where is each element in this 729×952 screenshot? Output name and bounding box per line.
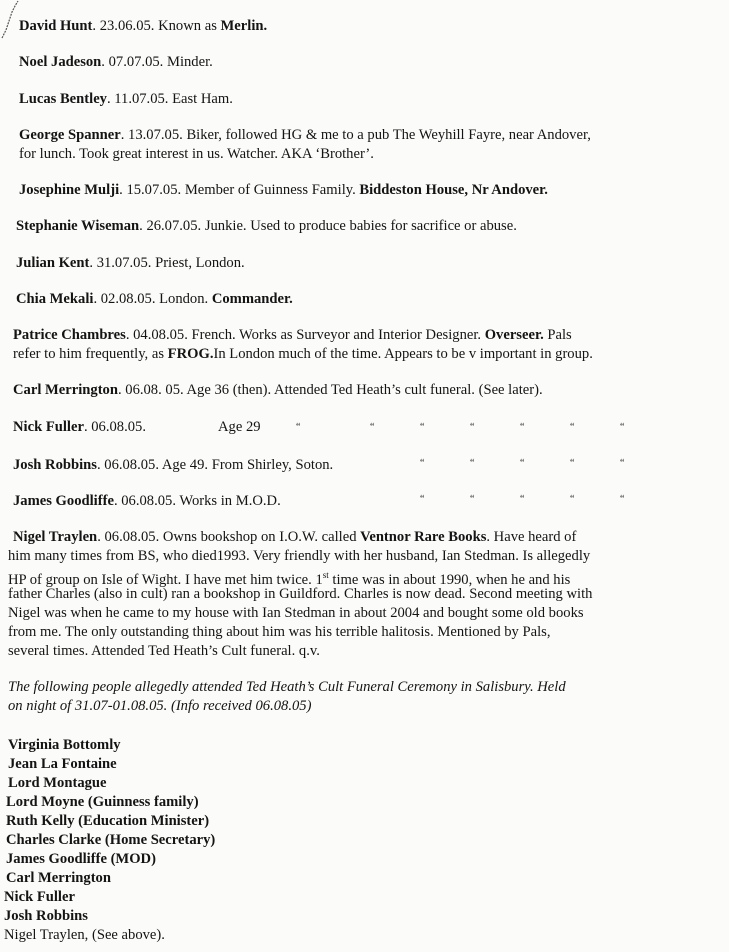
entry-name: James Goodliffe <box>13 493 114 509</box>
attendee-1: Virginia Bottomly <box>8 737 121 753</box>
entry-name: David Hunt <box>19 18 93 34</box>
entry-julian-kent: Julian Kent. 31.07.05. Priest, London. <box>16 255 245 271</box>
entry-note-tail: Pals <box>543 327 572 343</box>
entry-noel-jadeson: Noel Jadeson. 07.07.05. Minder. <box>19 54 213 70</box>
entry-name: Noel Jadeson <box>19 54 102 70</box>
frog-label: FROG. <box>167 346 214 362</box>
line-text: In London much of the time. Appears to be v important in group. <box>213 346 593 362</box>
entry-nigel-traylen: Nigel Traylen. 06.08.05. Owns bookshop on I.O.W. called Ventnor Rare Books. Have heard of <box>13 529 577 545</box>
entry-patrice-chambres-line2 <box>13 345 593 364</box>
shop-name: Ventnor Rare Books <box>360 529 487 545</box>
superscript: st <box>322 570 329 580</box>
ditto-mark: “ <box>420 422 425 433</box>
entry-name: Nick Fuller <box>13 419 84 435</box>
entry-note-bold: Commander. <box>211 291 293 307</box>
entry-date: 11.07.05. <box>114 91 169 107</box>
entry-note: Age 36 (then). Attended Ted Heath’s cult funeral. (See later). <box>186 382 543 398</box>
entry-note: Junkie. Used to produce babies for sacrifice or abuse. <box>204 218 517 234</box>
entry-date: 02.08.05. <box>100 291 156 307</box>
line-text: refer to him frequently, as <box>13 346 168 362</box>
ditto-mark: “ <box>370 422 375 433</box>
entry-note: Owns bookshop on I.O.W. called <box>162 529 361 545</box>
entry-name: Carl Merrington <box>13 382 118 398</box>
ditto-mark: “ <box>520 494 525 505</box>
ditto-mark: “ <box>520 422 525 433</box>
entry-note: Known as <box>158 18 221 34</box>
entry-note: Works in M.O.D. <box>179 493 281 509</box>
attendee-5: Ruth Kelly (Education Minister) <box>6 813 210 829</box>
attendee-8: Carl Merrington <box>6 870 111 886</box>
corner-scan-mark <box>0 0 20 40</box>
attendee-4: Lord Moyne (Guinness family) <box>6 794 199 810</box>
entry-george-spanner: George Spanner. 13.07.05. Biker, followed HG & me to a pub The Weyhill Fayre, near Andover, <box>19 127 591 143</box>
funeral-note-line2: on night of 31.07-01.08.05. (Info received 06.08.05) <box>8 698 312 714</box>
entry-note: French. Works as Surveyor and Interior Designer. <box>191 327 485 343</box>
entry-note: East Ham. <box>172 91 233 107</box>
entry-name: Nigel Traylen <box>13 529 98 545</box>
nigel-line-5: Nigel was when he came to my house with Ian Stedman in about 2004 and bought some old books <box>8 605 584 621</box>
entry-date: 06.08. 05. <box>125 382 184 398</box>
attendee-10: Josh Robbins <box>4 908 88 924</box>
entry-note-tail: . Have heard of <box>486 529 577 545</box>
ditto-mark: “ <box>420 494 425 505</box>
entry-date: 06.08.05. <box>104 529 160 545</box>
ditto-mark: “ <box>620 422 625 433</box>
entry-carl-merrington: Carl Merrington. 06.08. 05. Age 36 (then). Attended Ted Heath’s cult funeral. (See later). <box>13 382 543 398</box>
entry-name: Julian Kent <box>16 255 90 271</box>
entry-date: 31.07.05. <box>96 255 152 271</box>
entry-note: Biker, followed HG & me to a pub The Weyhill Fayre, near Andover, <box>186 127 591 143</box>
nigel-line-4: father Charles (also in cult) ran a bookshop in Guildford. Charles is now dead. Second meeting with <box>8 586 593 602</box>
entry-name: George Spanner <box>19 127 121 143</box>
nigel-line-7: several times. Attended Ted Heath’s Cult funeral. q.v. <box>8 643 320 659</box>
entry-date: 06.08.05. <box>104 457 159 473</box>
entry-date: 06.08.05. <box>91 419 146 435</box>
entry-name: Stephanie Wiseman <box>16 218 140 234</box>
entry-david-hunt: David Hunt. 23.06.05. Known as Merlin. <box>19 18 268 34</box>
nigel-line-2: him many times from BS, who died1993. Very friendly with her husband, Ian Stedman. Is allegedly <box>8 548 591 564</box>
entry-james-goodliffe: James Goodliffe. 06.08.05. Works in M.O.D. <box>13 493 281 509</box>
entry-note-bold: Biddeston House, Nr Andover. <box>359 182 548 198</box>
attendee-7: James Goodliffe (MOD) <box>6 851 156 867</box>
line-text: HP of group on Isle of Wight. I have met him twice. <box>8 571 312 588</box>
entry-nick-fuller: Nick Fuller. 06.08.05. <box>13 419 146 435</box>
ditto-mark: “ <box>570 494 575 505</box>
entry-name: Josephine Mulji <box>19 182 120 198</box>
attendee-9: Nick Fuller <box>4 889 75 905</box>
attendee-3: Lord Montague <box>8 775 107 791</box>
ditto-mark: “ <box>620 494 625 505</box>
attendee-6: Charles Clarke (Home Secretary) <box>6 832 216 848</box>
funeral-note-line1: The following people allegedly attended Ted Heath’s Cult Funeral Ceremony in Salisbury. Held <box>8 679 566 695</box>
entry-note: London. <box>159 291 212 307</box>
entry-date: 23.06.05. <box>99 18 155 34</box>
line-text: 1 <box>311 571 323 588</box>
entry-name: Patrice Chambres <box>13 327 126 343</box>
entry-name: Lucas Bentley <box>19 91 107 107</box>
ditto-mark: “ <box>470 422 475 433</box>
entry-date: 06.08.05. <box>121 493 176 509</box>
line-text: time was in about 1990, when he and his <box>328 571 571 588</box>
entry-date: 26.07.05. <box>146 218 202 234</box>
entry-stephanie-wiseman: Stephanie Wiseman. 26.07.05. Junkie. Used to produce babies for sacrifice or abuse. <box>16 218 517 234</box>
entry-note: Priest, London. <box>155 255 245 271</box>
ditto-mark: “ <box>470 494 475 505</box>
ditto-mark: “ <box>620 458 625 469</box>
entry-date: 15.07.05. <box>126 182 182 198</box>
entry-note: Minder. <box>166 54 213 70</box>
entry-name: Chia Mekali <box>16 291 94 307</box>
entry-note: Age 49. From Shirley, Soton. <box>161 457 334 473</box>
ditto-mark: “ <box>520 458 525 469</box>
nigel-line-6: from me. The only outstanding thing about him was his terrible halitosis. Mentioned by Pals, <box>8 624 551 640</box>
entry-josh-robbins: Josh Robbins. 06.08.05. Age 49. From Shirley, Soton. <box>13 457 334 473</box>
entry-date: 04.08.05. <box>133 327 188 343</box>
entry-date: 13.07.05. <box>128 127 183 143</box>
ditto-mark: “ <box>570 422 575 433</box>
attendee-11: Nigel Traylen, (See above). <box>4 927 165 943</box>
ditto-mark: “ <box>570 458 575 469</box>
entry-name: Josh Robbins <box>13 457 97 473</box>
ditto-mark: “ <box>420 458 425 469</box>
entry-date: 07.07.05. <box>108 54 164 70</box>
entry-note-bold: Overseer. <box>484 327 544 343</box>
ditto-mark: “ <box>296 422 301 433</box>
attendee-2: Jean La Fontaine <box>8 756 117 772</box>
entry-note-bold: Merlin. <box>220 18 268 34</box>
entry-note: Member of Guinness Family. <box>184 182 360 198</box>
entry-patrice-chambres: Patrice Chambres. 04.08.05. French. Works as Surveyor and Interior Designer. Overseer. Pals <box>13 327 572 343</box>
ditto-mark: “ <box>470 458 475 469</box>
entry-chia-mekali: Chia Mekali. 02.08.05. London. Commander. <box>16 291 293 307</box>
entry-lucas-bentley: Lucas Bentley. 11.07.05. East Ham. <box>19 91 233 107</box>
entry-nick-fuller-age: Age 29 <box>218 419 261 435</box>
entry-george-spanner-line2: for lunch. Took great interest in us. Watcher. AKA ‘Brother’. <box>19 146 374 162</box>
entry-josephine-mulji: Josephine Mulji. 15.07.05. Member of Guinness Family. Biddeston House, Nr Andover. <box>19 182 548 198</box>
